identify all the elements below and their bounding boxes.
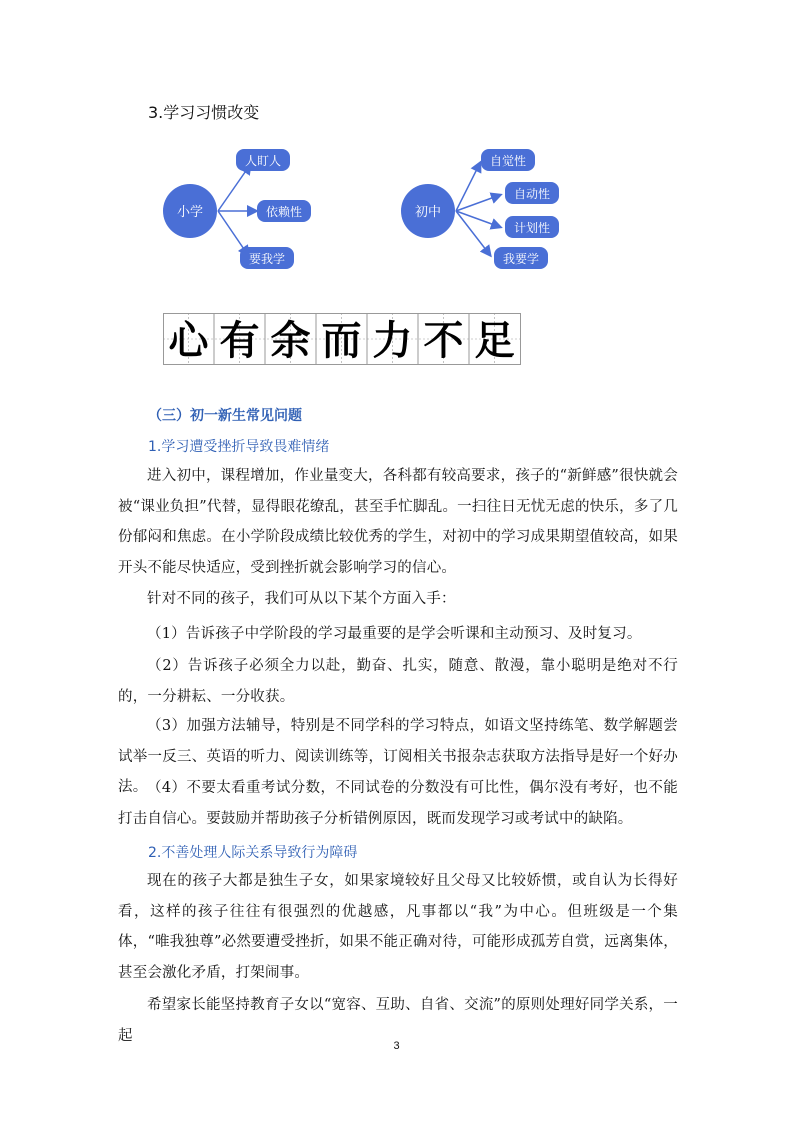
item1-paragraph-1: 进入初中，课程增加，作业量变大，各科都有较高要求，孩子的“新鲜感”很快就会被“课业负担”代替，显得眼花缭乱，甚至手忙脚乱。一扫往日无忧无虑的快乐，多了几份郁闷和焦虑。在小学阶段成绩比较优秀的学生，对初中的学习成果期望值较高，如果开头不能尽快适应，受到挫折就会影响学习的信心。: [118, 468, 678, 576]
item2-paragraph-2: 希望家长能坚持教育子女以“宽容、互助、自省、交流”的原则处理好同学关系，一起: [118, 997, 678, 1044]
calli-char-7: 足: [474, 318, 515, 364]
calli-char-5: 力: [372, 318, 413, 364]
subsection-title: （三）初一新生常见问题: [148, 408, 302, 424]
primary-school-group: [163, 149, 311, 269]
item2-heading: 2.不善处理人际关系导致行为障碍: [148, 845, 358, 861]
calli-char-2: 有: [219, 318, 260, 364]
calli-char-1: 心: [168, 318, 209, 364]
calli-char-6: 不: [423, 318, 464, 364]
left-item-2: 依赖性: [265, 205, 303, 219]
item2-paragraph-1: 现在的孩子大都是独生子女，如果家境较好且父母又比较娇惯，或自认为长得好看，这样的孩子往往有很强烈的优越感，凡事都以“我”为中心。但班级是一个集体，“唯我独尊”必然要遭受挫折，如果不能正确对待，可能形成孤芳自赏，远离集体，甚至会激化矛盾，打架闹事。: [118, 873, 678, 981]
item1-point-3: （3）加强方法辅导，特别是不同学科的学习特点，如语文坚持练笔、数学解题尝试举一反三、英语的听力、阅读训练等，订阅相关书报杂志获取方法指导是好一个好办法。: [118, 718, 678, 796]
left-item-3: 要我学: [248, 252, 286, 266]
item1-point-1: （1）告诉孩子中学阶段的学习最重要的是学会听课和主动预习、及时复习。: [147, 626, 642, 642]
item1-heading: 1.学习遭受挫折导致畏难情绪: [148, 439, 330, 455]
item1-point-4: （4）不要太看重考试分数，不同试卷的分数没有可比性，偶尔没有考好，也不能打击自信心。要鼓励并帮助孩子分析错例原因，既而发现学习或考试中的缺陷。: [118, 780, 678, 827]
right-item-1: 自觉性: [489, 154, 527, 168]
right-item-2: 自动性: [513, 187, 551, 201]
calli-char-4: 而: [321, 318, 362, 364]
right-item-4: 我要学: [502, 252, 540, 266]
item1-paragraph-2: 针对不同的孩子，我们可从以下某个方面入手：: [147, 591, 456, 607]
left-item-1: 人盯人: [244, 154, 282, 168]
right-item-3: 计划性: [513, 221, 551, 235]
habit-change-diagram: [160, 143, 580, 275]
middle-school-label: 初中: [414, 204, 442, 219]
calli-char-3: 余: [270, 318, 311, 364]
page-number: 3: [393, 1040, 400, 1052]
primary-school-label: 小学: [176, 204, 204, 219]
calligraphy-banner: [163, 313, 521, 365]
middle-school-group: [401, 149, 559, 269]
item1-point-2: （2）告诉孩子必须全力以赴，勤奋、扎实，随意、散漫，靠小聪明是绝对不行的，一分耕耘、一分收获。: [118, 658, 678, 705]
section-title: 3.学习习惯改变: [148, 103, 260, 122]
